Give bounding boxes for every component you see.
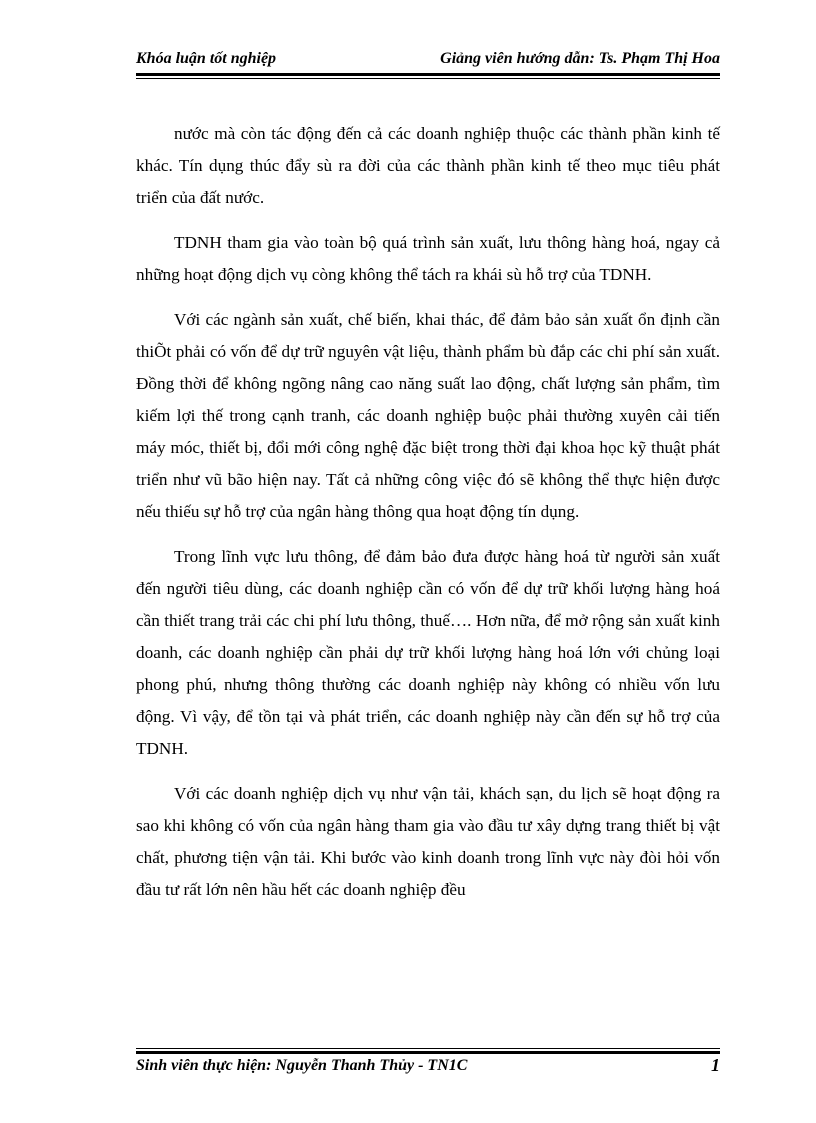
paragraph: Trong lĩnh vực lưu thông, để đảm bảo đưa được hàng hoá từ người sản xuất đến người tiêu dùng, các doanh nghiệp cần có vốn để dự trữ khối lượng hàng hoá cần thiết trang trải các chi phí lưu thông, thuế…. Hơn nữa, để mở rộng sản xuất kinh doanh, các doanh nghiệp cần phải dự trữ khối lượng hàng hoá lớn với chủng loại phong phú, nhưng thông thường các doanh nghiệp này không có nhiều vốn lưu động. Vì vậy, để tồn tại và phát triển, các doanh nghiệp này cần đến sự hỗ trợ của TDNH. [136, 547, 720, 758]
page-header [136, 48, 720, 72]
thesis-title: Khóa luận tốt nghiệp [136, 50, 277, 67]
page-number: 1 [711, 1055, 720, 1075]
page-footer [136, 1055, 720, 1079]
paragraph: TDNH tham gia vào toàn bộ quá trình sản xuất, lưu thông hàng hoá, ngay cả những hoạt động dịch vụ còng không thể tách ra khái sù hỗ trợ của TDNH. [136, 233, 720, 284]
footer-divider-thin [136, 1048, 720, 1049]
paragraph: Với các ngành sản xuất, chế biến, khai thác, để đảm bảo sản xuất ổn định cần thiÕt phải có vốn để dự trữ nguyên vật liệu, thành phẩm bù đắp các chi phí sản xuất. Đồng thời để không ngõng nâng cao năng suất lao động, chất lượng sản phẩm, tìm kiếm lợi thế trong cạnh tranh, các doanh nghiệp buộc phải thường xuyên cải tiến máy móc, thiết bị, đổi mới công nghệ đặc biệt trong thời đại khoa học kỹ thuật phát triển như vũ bão hiện nay. Tất cả những công việc đó sẽ không thể thực hiện được nếu thiếu sự hỗ trợ của ngân hàng thông qua hoạt động tín dụng. [136, 310, 720, 521]
header-divider-thick [136, 73, 720, 76]
supervisor-name: Giảng viên hướng dẫn: Ts. Phạm Thị Hoa [440, 50, 720, 67]
paragraph: Với các doanh nghiệp dịch vụ như vận tải, khách sạn, du lịch sẽ hoạt động ra sao khi không có vốn của ngân hàng tham gia vào đầu tư xây dựng trang thiết bị vật chất, phương tiện vận tải. Khi bước vào kinh doanh trong lĩnh vực này đòi hỏi vốn đầu tư rất lớn nên hầu hết các doanh nghiệp đều [136, 784, 720, 899]
document-body [136, 118, 720, 919]
paragraph: nước mà còn tác động đến cả các doanh nghiệp thuộc các thành phần kinh tế khác. Tín dụng thúc đẩy sù ra đời của các thành phần kinh tế theo mục tiêu phát triển của đất nước. [136, 124, 720, 207]
header-divider-thin [136, 78, 720, 79]
footer-divider-thick [136, 1051, 720, 1054]
student-name: Sinh viên thực hiện: Nguyễn Thanh Thủy - TN1C [136, 1057, 468, 1074]
